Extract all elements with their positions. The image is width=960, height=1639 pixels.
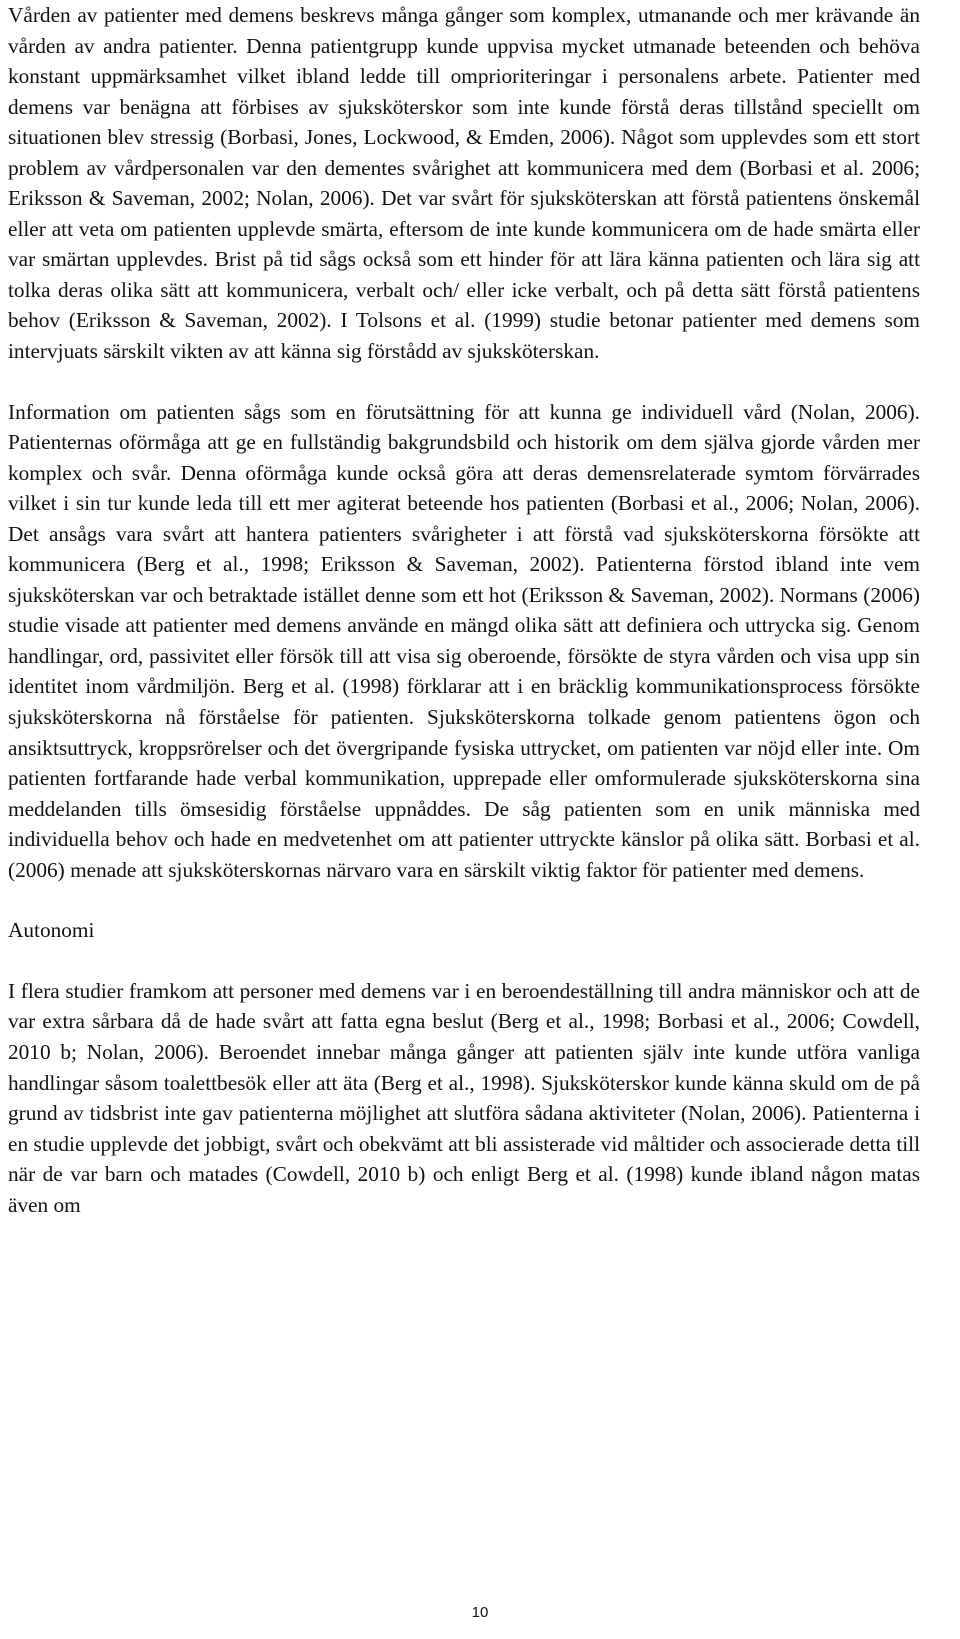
paragraph-patient-information: Information om patienten sågs som en förutsättning för att kunna ge individuell vård (Nolan, 2006). Patienternas oförmåga att ge en fullständig bakgrundsbild och historik om dem själva gjorde vården mer komplex och svår. Denna oförmåga kunde också göra att deras demensrelaterade symtom förvärrades vilket i sin tur kunde leda till ett mer agiterat beteende hos patienten (Borbasi et al., 2006; Nolan, 2006). Det ansågs vara svårt att hantera patienters svårigheter i att förstå vad sjuksköterskorna försökte att kommunicera (Berg et al., 1998; Eriksson & Saveman, 2002). Patienterna förstod ibland inte vem sjuksköterskan var och betraktade istället denne som ett hot (Eriksson & Saveman, 2002). Normans (2006) studie visade att patienter med demens använde en mängd olika sätt att definiera och uttrycka sig. Genom handlingar, ord, passivitet eller försök till att visa sig oberoende, försökte de styra vården och visa upp sin identitet inom vårdmiljön. Berg et al. (1998) förklarar att i en bräcklig kommunikationsprocess försökte sjuksköterskorna nå förståelse för patienten. Sjuksköterskorna tolkade genom patientens ögon och ansiktsuttryck, kroppsrörelser och det övergripande fysiska uttrycket, om patienten var nöjd eller inte. Om patienten fortfarande hade verbal kommunikation, upprepade eller omformulerade sjuksköterskorna sina meddelanden tills ömsesidig förståelse uppnåddes. De såg patienten som en unik människa med individuella behov och hade en medvetenhet om att patienter uttryckte känslor på olika sätt. Borbasi et al. (2006) menade att sjuksköterskornas närvaro vara en särskilt viktig faktor för patienter med demens. — [8, 399, 920, 882]
section-heading-autonomi: Autonomi — [8, 918, 95, 943]
paragraph-dementia-care-complexity: Vården av patienter med demens beskrevs många gånger som komplex, utmanande och mer krävande än vården av andra patienter. Denna patientgrupp kunde uppvisa mycket utmanade beteenden och behöva konstant uppmärksamhet vilket ibland ledde till omprioriteringar i personalens arbete. Patienter med demens var benägna att förbises av sjuksköterskor som inte kunde förstå deras tillstånd speciellt om situationen blev stressig (Borbasi, Jones, Lockwood, & Emden, 2006). Något som upplevdes som ett stort problem av vårdpersonalen var den dementes svårighet att kommunicera med dem (Borbasi et al. 2006; Eriksson & Saveman, 2002; Nolan, 2006). Det var svårt för sjuksköterskan att förstå patientens önskemål eller att veta om patienten upplevde smärta, eftersom de inte kunde kommunicera om de hade smärta eller var smärtan upplevdes. Brist på tid sågs också som ett hinder för att lära känna patienten och lära sig att tolka deras olika sätt att kommunicera, verbalt och/ eller icke verbalt, och på detta sätt förstå patientens behov (Eriksson & Saveman, 2002). I Tolsons et al. (1999) studie betonar patienter med demens som intervjuats särskilt vikten av att känna sig förstådd av sjuksköterskan. — [8, 3, 920, 364]
page-number: 10 — [471, 1604, 489, 1621]
document-page — [8, 0, 920, 1220]
paragraph-autonomy: I flera studier framkom att personer med demens var i en beroendeställning till andra människor och att de var extra sårbara då de hade svårt att fatta egna beslut (Berg et al., 1998; Borbasi et al., 2006; Cowdell, 2010 b; Nolan, 2006). Beroendet innebar många gånger att patienten själv inte kunde utföra vanliga handlingar såsom toalettbesök eller att äta (Berg et al., 1998). Sjuksköterskor kunde känna skuld om de på grund av tidsbrist inte gav patienterna möjlighet att slutföra sådana aktiviteter (Nolan, 2006). Patienterna i en studie upplevde det jobbigt, svårt och obekvämt att bli assisterade vid måltider och associerade detta till när de var barn och matades (Cowdell, 2010 b) och enligt Berg et al. (1998) kunde ibland någon matas även om — [8, 978, 920, 1217]
